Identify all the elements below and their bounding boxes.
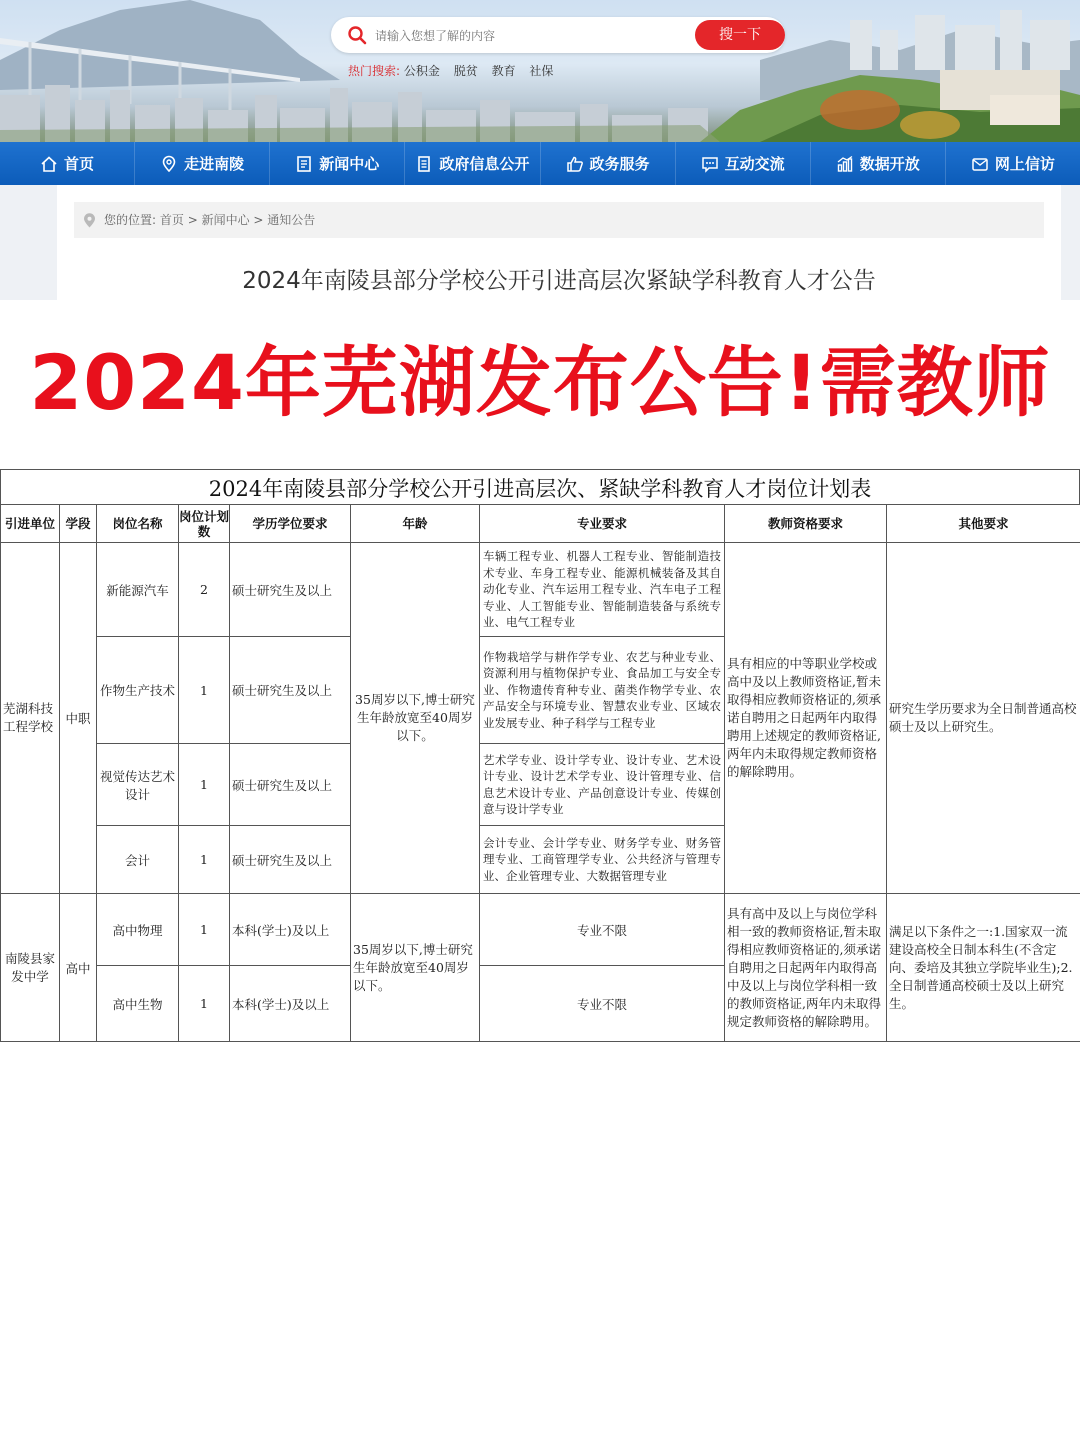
news-icon — [295, 155, 313, 173]
nav-label: 互动交流 — [724, 155, 785, 173]
count-cell: 1 — [179, 894, 230, 966]
breadcrumb-link-news[interactable]: 新闻中心 — [201, 213, 250, 227]
header-cell: 学历学位要求 — [230, 505, 351, 543]
nav-item-about[interactable] — [135, 142, 270, 185]
major-cell: 车辆工程专业、机器人工程专业、智能制造技术专业、车身工程专业、能源机械装备及其自动化专业、汽车运用工程专业、汽车电子工程专业、人工智能专业、智能制造装备与系统专业、电气工程专业 — [480, 543, 725, 637]
unit-cell: 南陵县家发中学 — [1, 894, 60, 1042]
other-requirements-cell: 满足以下条件之一:1.国家双一流建设高校全日制本科生(不含定向、委培及其独立学院毕业生);2.全日制普通高校硕士及以上研究生。 — [887, 894, 1080, 1042]
article-title: 2024年南陵县部分学校公开引进高层次紧缺学科教育人才公告 — [242, 268, 876, 294]
nav-item-petition[interactable] — [946, 142, 1080, 185]
hot-search-link[interactable]: 社保 — [529, 64, 554, 78]
header-cell: 年龄 — [351, 505, 480, 543]
nav-item-services[interactable] — [541, 142, 676, 185]
header-cell: 岗位名称 — [97, 505, 179, 543]
unit-cell: 芜湖科技工程学校 — [1, 543, 60, 894]
post-cell: 作物生产技术 — [97, 637, 179, 744]
education-cell: 本科(学士)及以上 — [230, 966, 351, 1042]
stage-cell: 中职 — [60, 543, 97, 894]
count-cell: 1 — [179, 966, 230, 1042]
major-cell: 会计专业、会计学专业、财务学专业、财务管理专业、工商管理学专业、公共经济与管理专业、企业管理专业、大数据管理专业 — [480, 826, 725, 894]
education-cell: 硕士研究生及以上 — [230, 543, 351, 637]
age-cell: 35周岁以下,博士研究生年龄放宽至40周岁以下。 — [351, 543, 480, 894]
nav-item-open-data[interactable] — [811, 142, 946, 185]
chat-icon — [701, 155, 719, 173]
post-cell: 高中物理 — [97, 894, 179, 966]
education-cell: 硕士研究生及以上 — [230, 744, 351, 826]
major-cell: 作物栽培学与耕作学专业、农艺与种业专业、资源利用与植物保护专业、食品加工与安全专业、作物遗传育种专业、菌类作物学专业、农产品安全与环境专业、智慧农业专业、区域农业发展专业、种子科学与工程专业 — [480, 637, 725, 744]
document-icon — [415, 155, 433, 173]
table-header-row — [1, 505, 1080, 543]
count-cell: 2 — [179, 543, 230, 637]
post-cell: 视觉传达艺术设计 — [97, 744, 179, 826]
education-cell: 硕士研究生及以上 — [230, 826, 351, 894]
mail-icon — [971, 155, 989, 173]
header-cell: 引进单位 — [1, 505, 60, 543]
table-row — [1, 543, 1080, 637]
age-cell: 35周岁以下,博士研究生年龄放宽至40周岁以下。 — [351, 894, 480, 1042]
breadcrumb-prefix: 您的位置: — [104, 213, 157, 227]
teacher-qualification-cell: 具有高中及以上与岗位学科相一致的教师资格证,暂未取得相应教师资格证的,须承诺自聘用之日起两年内取得高中及以上与岗位学科相一致的教师资格证,两年内未取得规定教师资格的解除聘用。 — [725, 894, 887, 1042]
major-cell: 专业不限 — [480, 894, 725, 966]
header-cell: 专业要求 — [480, 505, 725, 543]
nav-label: 走进南陵 — [184, 155, 245, 173]
nav-label: 新闻中心 — [319, 155, 380, 173]
hot-search-link[interactable]: 教育 — [491, 64, 516, 78]
stage-cell: 高中 — [60, 894, 97, 1042]
post-cell: 会计 — [97, 826, 179, 894]
post-cell: 新能源汽车 — [97, 543, 179, 637]
hot-search-label: 热门搜索: — [348, 64, 401, 78]
post-cell: 高中生物 — [97, 966, 179, 1042]
header-cell: 其他要求 — [887, 505, 1080, 543]
hot-searches — [348, 62, 563, 79]
recruitment-plan — [0, 469, 1080, 1042]
table-row — [1, 894, 1080, 966]
nav-label: 首页 — [64, 155, 95, 173]
teacher-qualification-cell: 具有相应的中等职业学校或高中及以上教师资格证,暂未取得相应教师资格证的,须承诺自聘用之日起两年内取得聘用上述规定的教师资格证,两年内未取得规定教师资格的解除聘用。 — [725, 543, 887, 894]
search-icon — [347, 25, 367, 45]
education-cell: 本科(学士)及以上 — [230, 894, 351, 966]
nav-item-interaction[interactable] — [676, 142, 811, 185]
search-button[interactable]: 搜一下 — [695, 20, 785, 50]
other-requirements-cell: 研究生学历要求为全日制普通高校硕士及以上研究生。 — [887, 543, 1080, 894]
breadcrumb-separator: > — [249, 213, 268, 227]
recruitment-table — [0, 504, 1080, 1042]
nav-item-home[interactable] — [0, 142, 135, 185]
search-input[interactable]: 请输入您想了解的内容 — [375, 29, 496, 43]
main-navigation — [0, 142, 1080, 185]
nav-label: 政务服务 — [589, 155, 650, 173]
thumbs-up-icon — [566, 155, 584, 173]
count-cell: 1 — [179, 744, 230, 826]
count-cell: 1 — [179, 637, 230, 744]
location-pin-icon — [83, 213, 96, 228]
location-icon — [160, 155, 178, 173]
header-cell: 岗位计划数 — [179, 505, 230, 543]
chart-icon — [836, 155, 854, 173]
hot-search-link[interactable]: 公积金 — [403, 64, 440, 78]
home-icon — [40, 155, 58, 173]
major-cell: 艺术学专业、设计学专业、设计专业、艺术设计专业、设计艺术学专业、设计管理专业、信息艺术设计专业、产品创意设计专业、传媒创意与设计学专业 — [480, 744, 725, 826]
major-cell: 专业不限 — [480, 966, 725, 1042]
breadcrumb-link-home[interactable]: 首页 — [159, 213, 184, 227]
education-cell: 硕士研究生及以上 — [230, 637, 351, 744]
table-title: 2024年南陵县部分学校公开引进高层次、紧缺学科教育人才岗位计划表 — [0, 469, 1080, 504]
search-bar[interactable] — [331, 17, 785, 53]
header-banner — [0, 0, 1080, 142]
count-cell: 1 — [179, 826, 230, 894]
breadcrumb-separator: > — [183, 213, 202, 227]
header-cell: 教师资格要求 — [725, 505, 887, 543]
nav-label: 政府信息公开 — [439, 155, 530, 173]
nav-label: 网上信访 — [994, 155, 1055, 173]
header-cell: 学段 — [60, 505, 97, 543]
breadcrumb-link-notices[interactable]: 通知公告 — [267, 213, 316, 227]
nav-item-news[interactable] — [270, 142, 405, 185]
nav-label: 数据开放 — [859, 155, 920, 173]
nav-item-gov-info[interactable] — [405, 142, 540, 185]
headline-overlay: 2024年芜湖发布公告!需教师 — [29, 338, 1051, 427]
hot-search-link[interactable]: 脱贫 — [453, 64, 478, 78]
breadcrumb — [74, 202, 1044, 238]
